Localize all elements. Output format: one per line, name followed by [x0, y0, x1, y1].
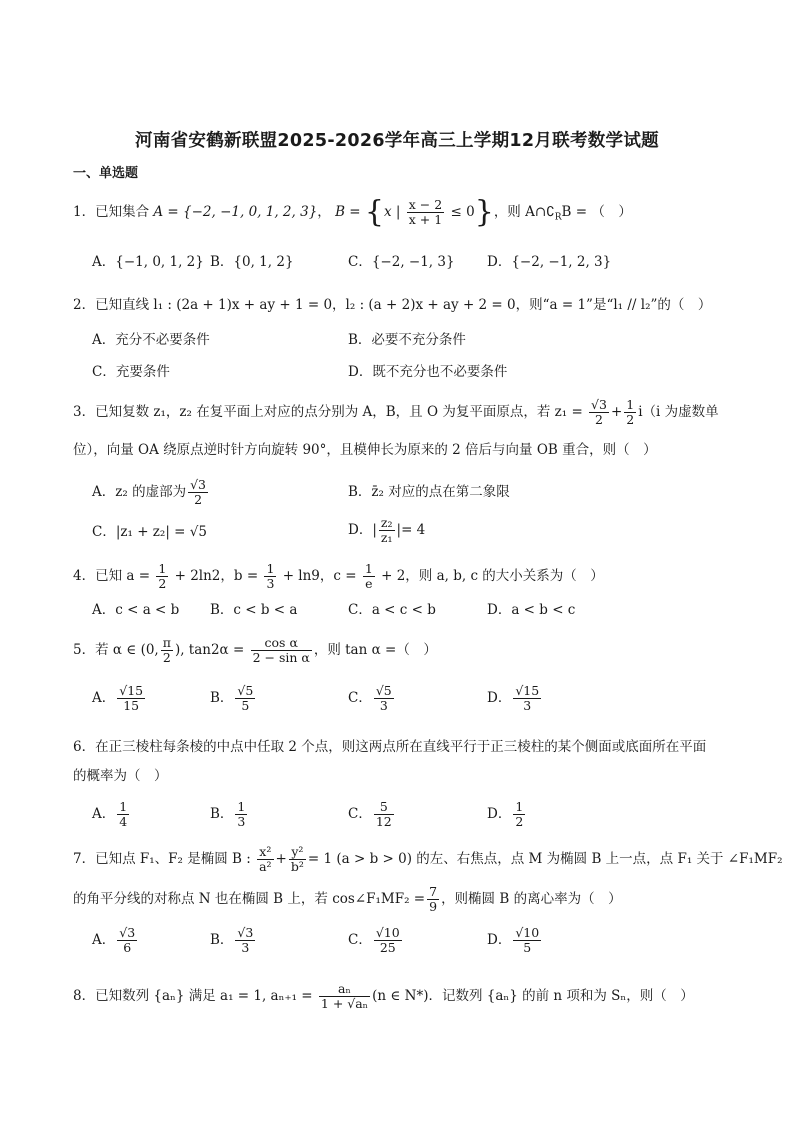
q4-option-b: B．c < b < a — [210, 602, 298, 618]
q6-option-c: C． $\frac{5}{12}$ — [348, 799, 392, 829]
q6-option-d: D． $\frac{1}{2}$ — [487, 799, 524, 829]
q3-option-a: A．z₂ 的虚部为 $\frac{√3}{2}$ — [92, 477, 206, 507]
q3-option-d: D．| $\frac{\text{z₂}}{\text{z₁}}$ |= 4 — [348, 515, 426, 545]
q5-option-d: D． $\frac{√15}{3}$ — [487, 683, 540, 713]
question-3-line-1: 3．已知复数 z₁，z₂ 在复平面上对应的点分别为 A，B，且 O 为复平面原点，若 z₁ = $\frac{√3}{2}$ + $\frac{1}{2}$ i（i 为虚数单 — [73, 397, 719, 427]
q6-option-b: B． $\frac{1}{3}$ — [210, 799, 246, 829]
q2-option-d: D．既不充分也不必要条件 — [348, 364, 508, 380]
q4-option-d: D．a < b < c — [487, 602, 576, 618]
q1-stem: 1．已知集合 — [73, 204, 150, 220]
q3-option-b: B．z̄₂ 对应的点在第二象限 — [348, 484, 510, 500]
q1-option-a: A．{−1, 0, 1, 2} — [92, 254, 204, 270]
q6-option-a: A． $\frac{1}{4}$ — [92, 799, 128, 829]
q5-option-a: A． $\frac{√15}{15}$ — [92, 683, 144, 713]
q1-option-d: D．{−2, −1, 2, 3} — [487, 254, 612, 270]
question-1: 1．已知集合 A = {−2, −1, 0, 1, 2, 3}， B = {x | $\frac{x - 2}{x + 1}$ ≤ 0}，则 $A\cap∁_RB$ = （ ） — [73, 194, 632, 230]
q4-option-c: C．a < c < b — [348, 602, 436, 618]
question-3-line-2: 位），向量 OA 绕原点逆时针方向旋转 90°，且模伸长为原来的 2 倍后与向量 OB 重合，则（ ） — [73, 442, 657, 458]
q5-option-c: C． $\frac{√5}{3}$ — [348, 683, 392, 713]
question-7-line-2: 的角平分线的对称点 N 也在椭圆 B 上，若 cos∠F₁MF₂ = $\frac{7}{9}$ ，则椭圆 B 的离心率为（ ） — [73, 884, 622, 914]
question-6-line-1: 6．在正三棱柱每条棱的中点中任取 2 个点，则这两点所在直线平行于正三棱柱的某个侧面或底面所在平面 — [73, 739, 707, 755]
q1-fraction: $\frac{x - 2}{x + 1}$ — [408, 197, 443, 227]
question-8: 8．已知数列 {aₙ} 满足 a₁ = 1, aₙ₊₁ = $\frac{\text{aₙ}}{\text{1 + √aₙ}}$ (n ∈ N*)．记数列 {aₙ} 的前 n 项和为 Sₙ，则（ ） — [73, 981, 694, 1011]
question-7-line-1: 7．已知点 F₁、F₂ 是椭圆 B : $\frac{\text{x²}}{\text{a²}}$ + $\frac{\text{y²}}{\text{b²}}$ = 1 (a > b > 0) 的左、右焦点，点 M 为椭圆 B 上一点，点 F₁ 关于 ∠F₁MF₂ — [73, 844, 783, 874]
q2-option-a: A．充分不必要条件 — [92, 332, 210, 348]
q1-option-b: B．{0, 1, 2} — [210, 254, 294, 270]
q4-option-a: A．c < a < b — [92, 602, 180, 618]
q2-option-b: B．必要不充分条件 — [348, 332, 466, 348]
q1-set-a: A = {−2, −1, 0, 1, 2, 3} — [153, 204, 318, 220]
q1-set-b: B = — [335, 204, 365, 220]
page-title: 河南省安鹤新联盟2025-2026学年高三上学期12月联考数学试题 — [135, 131, 659, 151]
q1-option-c: C．{−2, −1, 3} — [348, 254, 455, 270]
question-2: 2．已知直线 l₁ : (2a + 1)x + ay + 1 = 0，l₂ : (a + 2)x + ay + 2 = 0，则“a = 1”是“l₁ // l₂”的（ ） — [73, 297, 712, 313]
q7-option-c: C． $\frac{√10}{25}$ — [348, 925, 400, 955]
q1-ask: ，则 A∩∁ — [493, 204, 555, 220]
question-4: 4．已知 a = $\frac{1}{2}$ + 2ln2，b = $\frac{1}{3}$ + ln9，c = $\frac{1}{e}$ + 2，则 a, b, c 的大小关系为（ ） — [73, 561, 604, 591]
q7-option-d: D． $\frac{√10}{5}$ — [487, 925, 540, 955]
q7-option-b: B． $\frac{√3}{3}$ — [210, 925, 254, 955]
question-6-line-2: 的概率为（ ） — [73, 768, 168, 784]
q3-option-c: C．|z₁ + z₂| = √5 — [92, 524, 207, 540]
section-heading: 一、单选题 — [73, 166, 139, 181]
question-5: 5．若 α ∈ (0, $\frac{\pi}{2}$ ), tan2α = $\frac{\text{cos α}}{\text{2 − sin α}}$ ，则 tan α =（ ） — [73, 635, 437, 665]
q5-option-b: B． $\frac{√5}{5}$ — [210, 683, 254, 713]
q2-option-c: C．充要条件 — [92, 364, 170, 380]
q7-option-a: A． $\frac{√3}{6}$ — [92, 925, 136, 955]
